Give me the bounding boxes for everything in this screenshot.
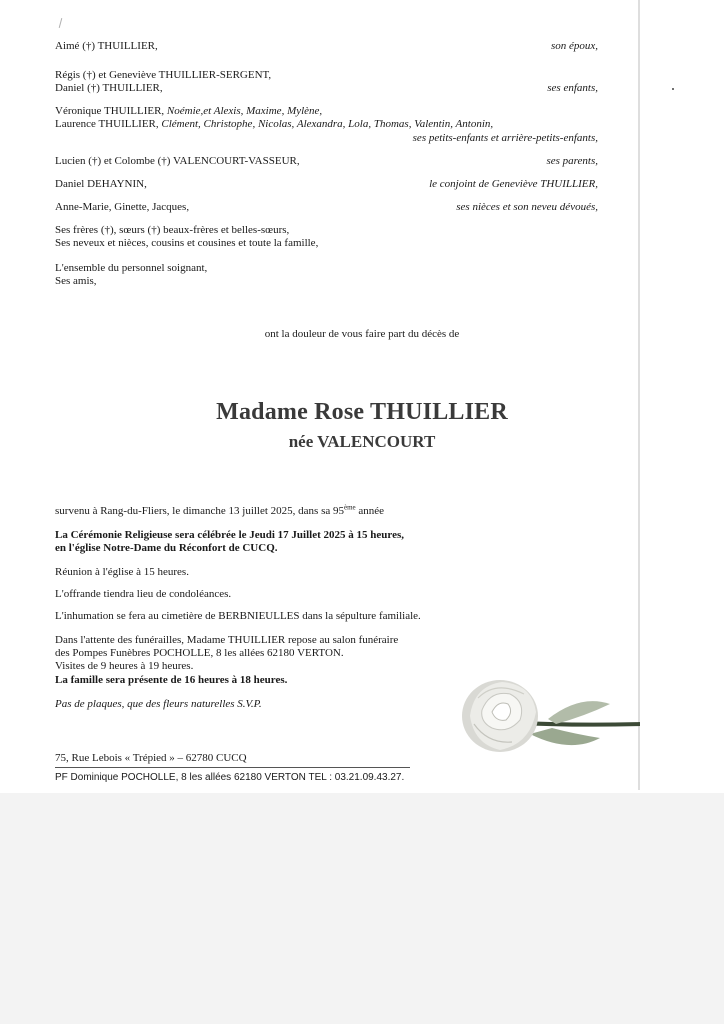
burial-line: L'inhumation se fera au cimetière de BERBNIEULLES dans la sépulture familiale. <box>55 610 421 622</box>
family-friends: Ses amis, <box>55 275 97 287</box>
meeting-line: Réunion à l'église à 15 heures. <box>55 566 189 578</box>
rest-line-2: des Pompes Funèbres POCHOLLE, 8 les allées 62180 VERTON. <box>55 647 344 659</box>
no-plaques-line: Pas de plaques, que des fleurs naturelles S.V.P. <box>55 698 262 710</box>
scan-background <box>0 793 724 1024</box>
visits-line: Visites de 9 heures à 19 heures. <box>55 660 194 672</box>
footer-divider <box>55 767 410 768</box>
deceased-name: Madame Rose THUILLIER <box>216 399 508 425</box>
announcement: ont la douleur de vous faire part du décès de <box>264 328 460 340</box>
ceremony-line-1: La Cérémonie Religieuse sera célébrée le Jeudi 17 Juillet 2025 à 15 heures, <box>55 529 404 541</box>
family-spouse-relation: son époux, <box>550 40 598 52</box>
deceased-maiden-name: née VALENCOURT <box>288 432 436 451</box>
scan-dot <box>672 88 674 90</box>
offering-line: L'offrande tiendra lieu de condoléances. <box>55 588 232 600</box>
family-siblings-2: Ses neveux et nièces, cousins et cousines et toute la famille, <box>55 237 319 249</box>
family-spouse: Aimé (†) THUILLIER, <box>55 40 158 52</box>
family-grandchildren-2: Laurence THUILLIER, Clément, Christophe, Nicolas, Alexandra, Lola, Thomas, Valentin, Antonin, <box>55 118 494 130</box>
family-nieces: Anne-Marie, Ginette, Jacques, <box>55 201 190 213</box>
family-siblings-1: Ses frères (†), sœurs (†) beaux-frères et belles-sœurs, <box>55 224 290 236</box>
family-grandchildren-relation: ses petits-enfants et arrière-petits-enfants, <box>412 132 598 144</box>
funeral-home-line: PF Dominique POCHOLLE, 8 les allées 62180 VERTON TEL : 03.21.09.43.27. <box>55 772 405 783</box>
family-nieces-relation: ses nièces et son neveu dévoués, <box>456 201 598 213</box>
family-children-relation: ses enfants, <box>547 82 598 94</box>
family-grandchildren-1: Véronique THUILLIER, Noémie,et Alexis, Maxime, Mylène, <box>55 105 323 117</box>
rest-line-1: Dans l'attente des funérailles, Madame THUILLIER repose au salon funéraire <box>55 634 399 646</box>
passed-line: survenu à Rang-du-Fliers, le dimanche 13 juillet 2025, dans sa 95ème année <box>55 503 385 517</box>
family-partner: Daniel DEHAYNIN, <box>55 178 147 190</box>
family-parents: Lucien (†) et Colombe (†) VALENCOURT-VASSEUR, <box>55 155 300 167</box>
family-children-2: Daniel (†) THUILLIER, <box>55 82 163 94</box>
family-present-line: La famille sera présente de 16 heures à 18 heures. <box>55 674 288 686</box>
family-children-1: Régis (†) et Geneviève THUILLIER-SERGENT, <box>55 69 272 81</box>
ceremony-line-2: en l'église Notre-Dame du Réconfort de CUCQ. <box>55 542 278 554</box>
address-line: 75, Rue Lebois « Trépied » – 62780 CUCQ <box>55 752 247 764</box>
family-parents-relation: ses parents, <box>546 155 598 167</box>
family-staff: L'ensemble du personnel soignant, <box>55 262 208 274</box>
family-partner-relation: le conjoint de Geneviève THUILLIER, <box>429 178 598 190</box>
white-rose-icon <box>460 664 640 776</box>
